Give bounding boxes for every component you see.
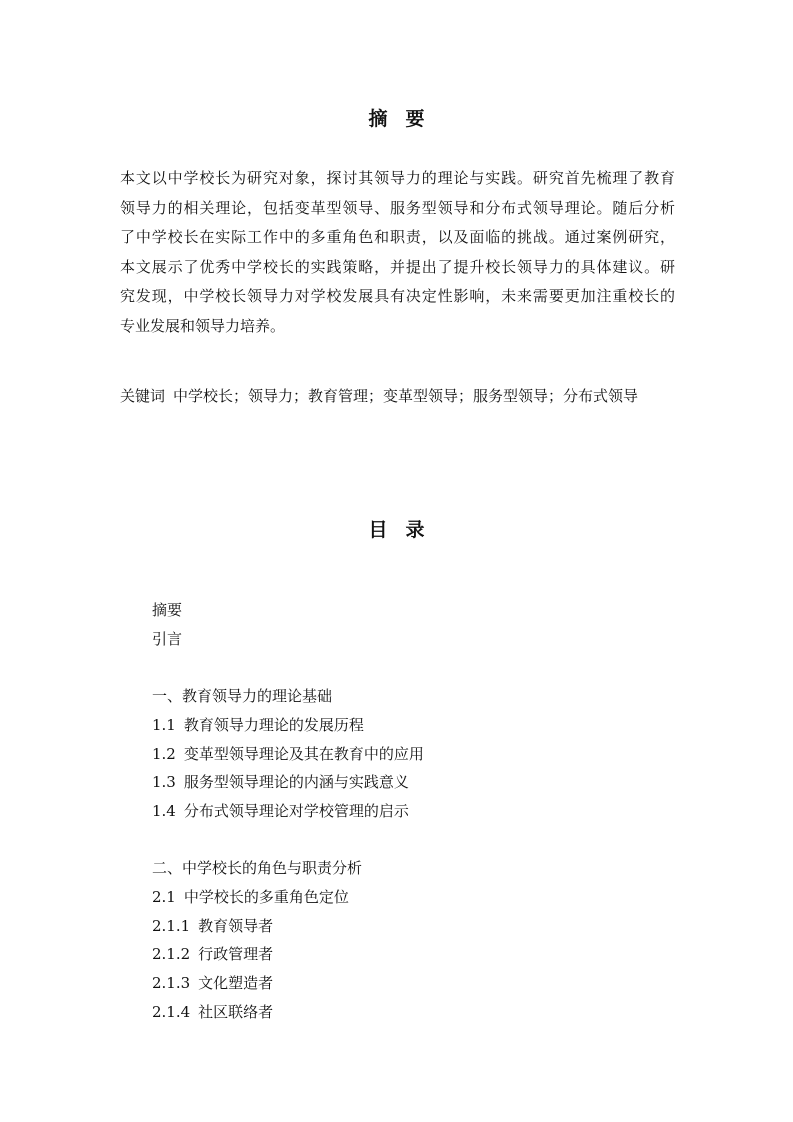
toc-item-text: 教育领导力理论的发展历程: [183, 716, 364, 734]
keywords: [120, 382, 638, 410]
toc-item-2-1-1[interactable]: [152, 916, 273, 936]
abstract-line: 专业发展和领导力培养。: [120, 316, 286, 335]
toc-item-number: 2.1.4: [152, 1003, 191, 1021]
keywords-label: 关键词: [120, 387, 166, 405]
toc-item-text: 中学校长的多重角色定位: [183, 888, 349, 906]
abstract-line: 究发现，中学校长领导力对学校发展具有决定性影响，未来需要更加注重校长的: [120, 287, 675, 306]
toc-item-number: 1.3: [152, 773, 176, 791]
toc-item-introduction[interactable]: [152, 629, 182, 649]
toc-heading-char: 录: [405, 519, 425, 541]
toc-item-text: 社区联络者: [198, 1003, 274, 1021]
toc-item-1-2[interactable]: [152, 744, 424, 764]
abstract-line: 了中学校长在实际工作中的多重角色和职责，以及面临的挑战。通过案例研究，: [120, 228, 675, 247]
toc-item-text: 引言: [152, 630, 183, 648]
toc-item-text: 文化塑造者: [198, 974, 274, 992]
abstract-heading-char: 摘: [368, 108, 388, 130]
toc-item-1-3[interactable]: [152, 772, 409, 792]
toc-item-2-1-3[interactable]: [152, 973, 273, 993]
toc-item-text: 服务型领导理论的内涵与实践意义: [183, 773, 409, 791]
toc-item-number: 2.1.2: [152, 945, 191, 963]
abstract-heading: [0, 104, 793, 131]
toc-item-number: 1.2: [152, 745, 176, 763]
toc-item-2-1-4[interactable]: [152, 1002, 273, 1022]
abstract-line: 领导力的相关理论，包括变革型领导、服务型领导和分布式领导理论。随后分析: [120, 198, 675, 217]
toc-item-chapter-1[interactable]: [152, 686, 332, 706]
toc-item-number: 2.1.1: [152, 917, 191, 935]
toc-item-number: 2.1: [152, 888, 176, 906]
toc-heading: [0, 515, 793, 542]
abstract-heading-char: 要: [405, 108, 425, 130]
toc-item-number: 1.1: [152, 716, 176, 734]
toc-item-text: 一、教育领导力的理论基础: [152, 687, 333, 705]
toc-item-number: 1.4: [152, 802, 176, 820]
toc-item-abstract[interactable]: [152, 600, 182, 620]
abstract-line: 本文以中学校长为研究对象，探讨其领导力的理论与实践。研究首先梳理了教育: [120, 169, 675, 187]
toc-item-2-1[interactable]: [152, 887, 349, 907]
abstract-body: [120, 164, 675, 342]
toc-item-1-4[interactable]: [152, 801, 409, 821]
keywords-text: 中学校长；领导力；教育管理；变革型领导；服务型领导；分布式领导: [173, 387, 639, 405]
toc-item-text: 摘要: [152, 601, 183, 619]
toc-heading-char: 目: [368, 519, 388, 541]
toc-item-text: 变革型领导理论及其在教育中的应用: [183, 745, 424, 763]
toc-item-text: 行政管理者: [198, 945, 274, 963]
toc-item-2-1-2[interactable]: [152, 944, 273, 964]
toc-item-text: 教育领导者: [198, 917, 274, 935]
toc-item-number: 2.1.3: [152, 974, 191, 992]
toc-item-chapter-2[interactable]: [152, 858, 362, 878]
abstract-line: 本文展示了优秀中学校长的实践策略，并提出了提升校长领导力的具体建议。研: [120, 257, 675, 276]
toc-item-text: 二、中学校长的角色与职责分析: [152, 859, 363, 877]
toc-item-1-1[interactable]: [152, 715, 364, 735]
toc-item-text: 分布式领导理论对学校管理的启示: [183, 802, 409, 820]
